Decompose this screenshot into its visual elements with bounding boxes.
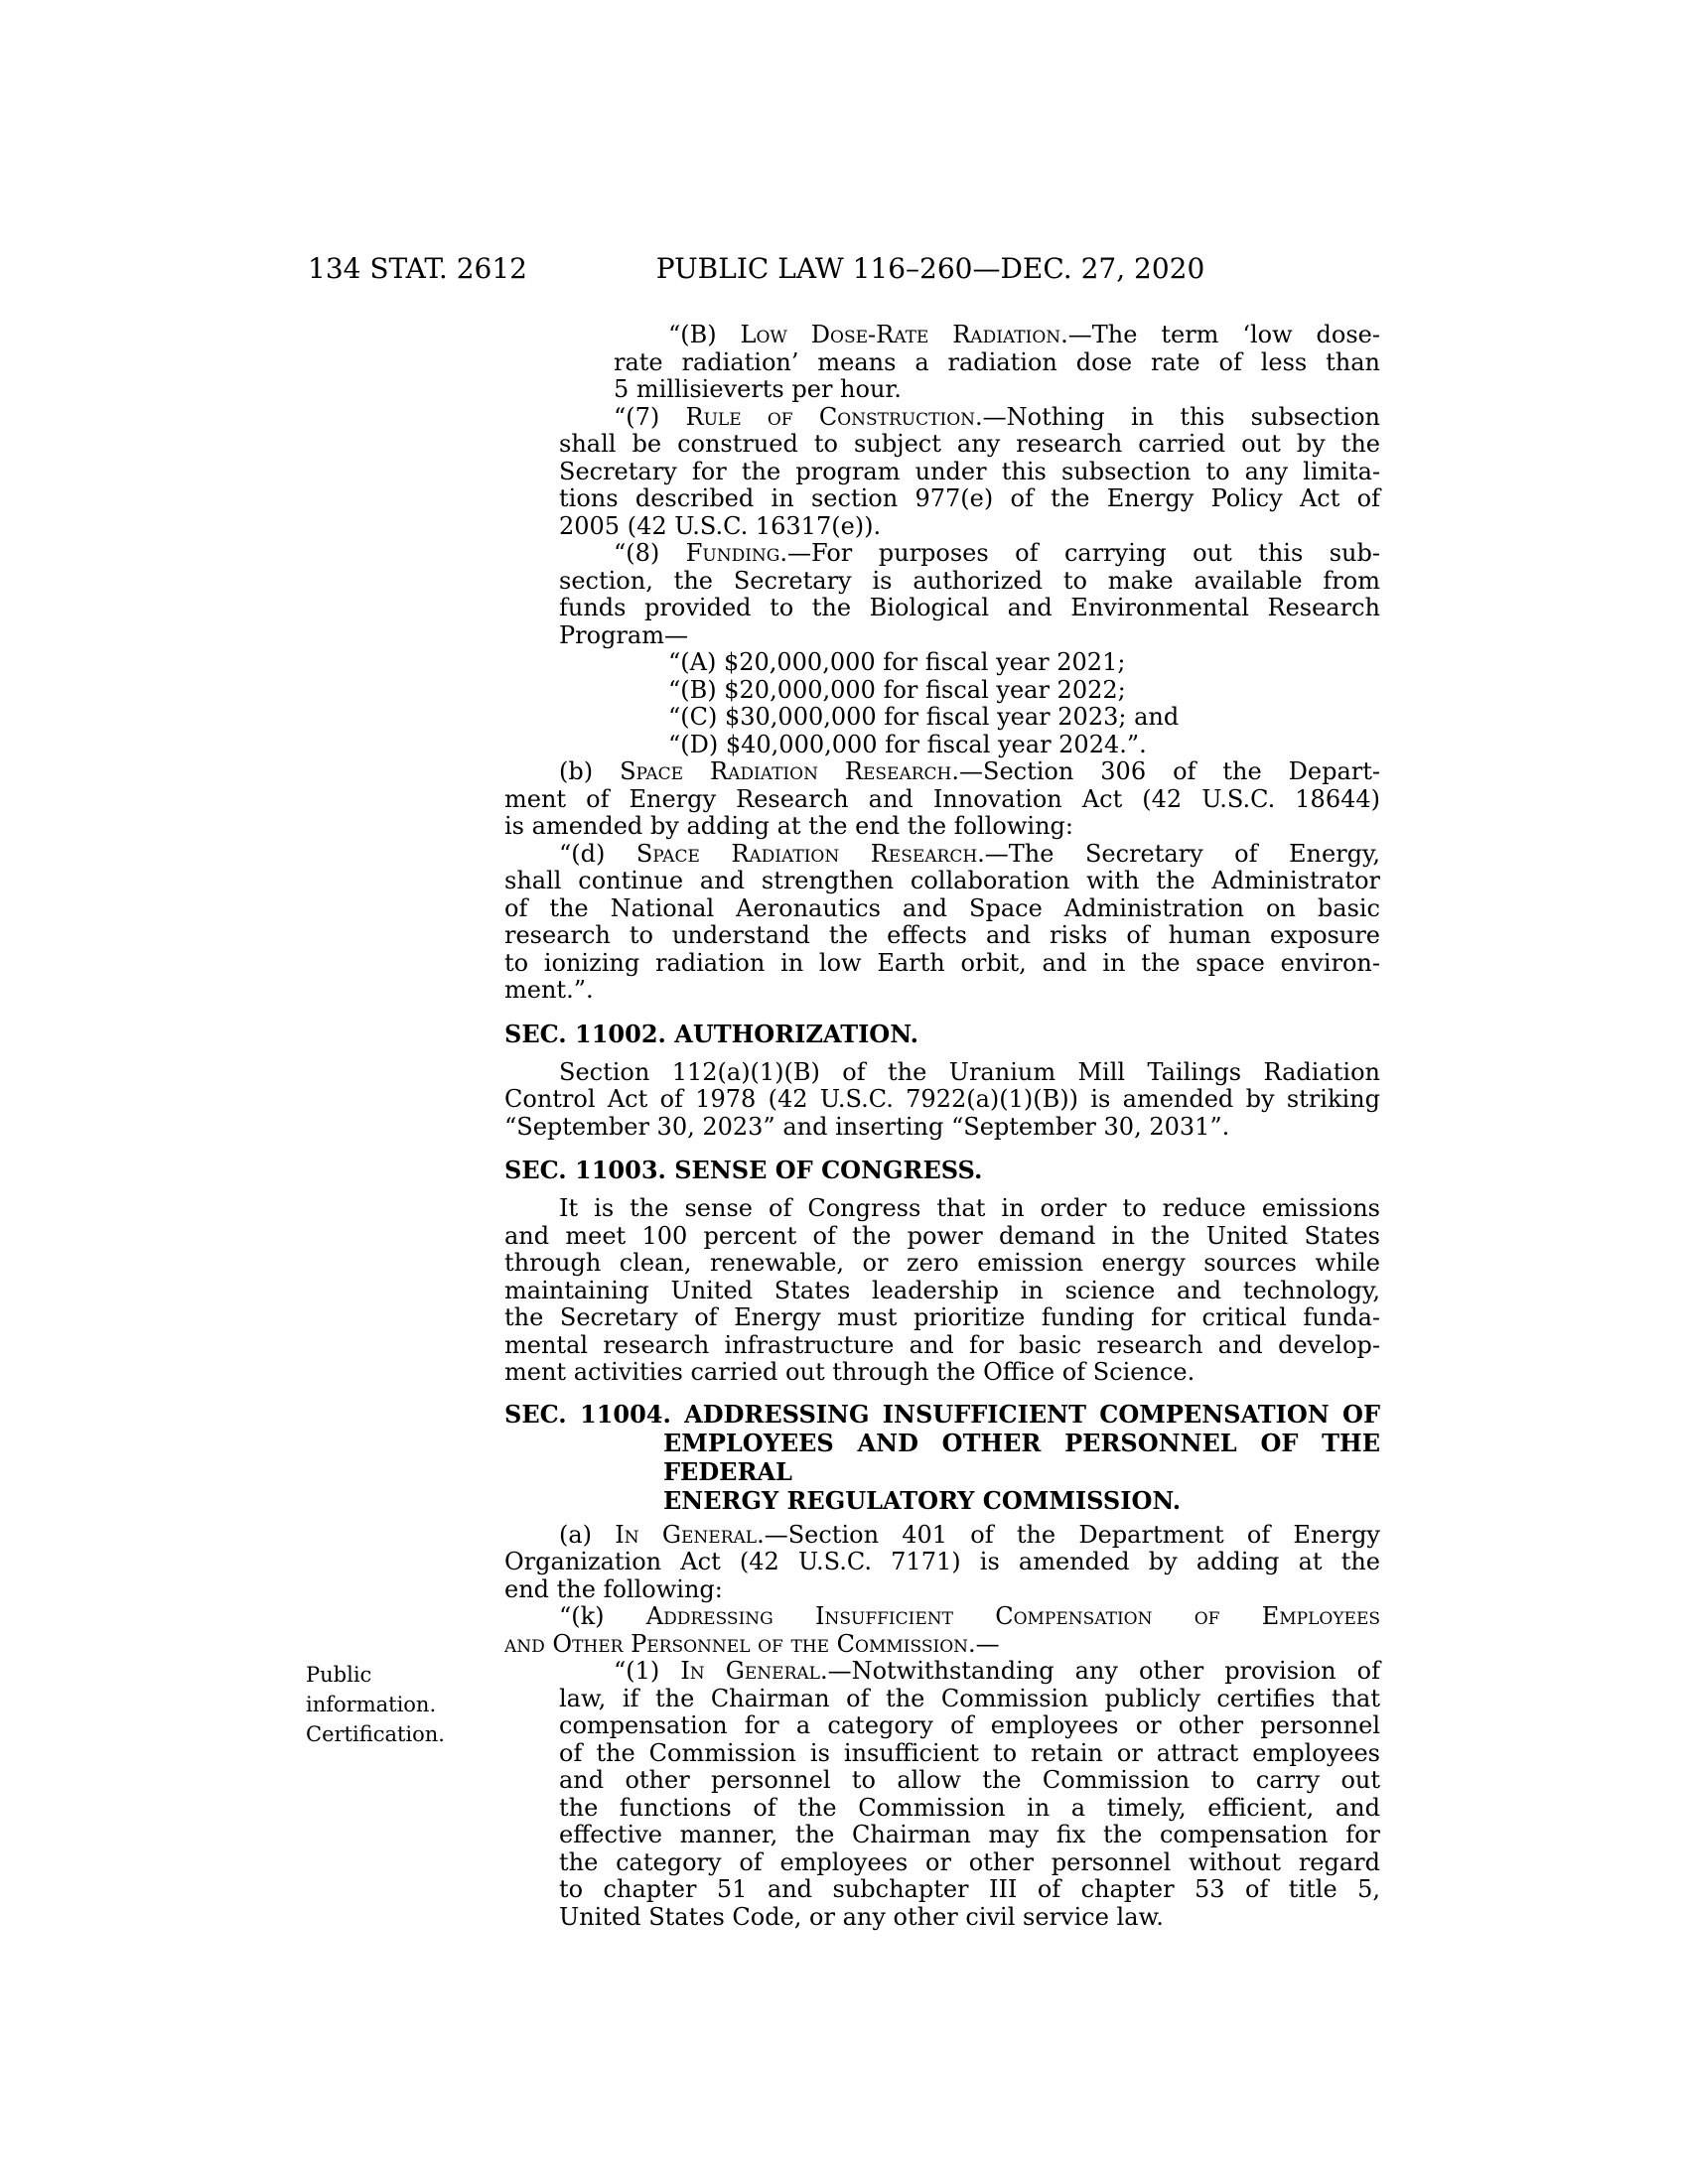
- small-caps-text: Space Radiation Research: [620, 757, 952, 785]
- law-title: PUBLIC LAW 116–260—DEC. 27, 2020: [655, 252, 1205, 285]
- text-line: “(A) $20,000,000 for fiscal year 2021;: [668, 648, 1126, 676]
- text-line: SEC. 11003. SENSE OF CONGRESS.: [504, 1156, 983, 1184]
- text-line: of the Commission is insufficient to retain or attract employees: [559, 1738, 1380, 1767]
- text-line: ENERGY REGULATORY COMMISSION.: [663, 1485, 1182, 1515]
- statute-paragraph: [504, 1522, 1380, 1604]
- text-line: SEC. 11004. ADDRESSING INSUFFICIENT COMPENSATION OF: [504, 1399, 1380, 1429]
- text-line: “(8) Funding.—For purposes of carrying out this sub-: [614, 539, 1380, 567]
- text-line: the Secretary of Energy must prioritize funding for critical funda-: [504, 1303, 1380, 1331]
- text-line: “(k) Addressing Insufficient Compensation of Employees: [559, 1602, 1380, 1630]
- text-line: section, the Secretary is authorized to make available from: [559, 566, 1380, 595]
- small-caps-text: Low Dose-Rate Radiation: [740, 321, 1061, 348]
- text-line: shall continue and strengthen collaboration with the Administrator: [504, 867, 1380, 894]
- text-line: mental research infrastructure and for basic research and develop-: [504, 1330, 1380, 1359]
- small-caps-text: In General: [615, 1520, 758, 1549]
- text-line: (b) Space Radiation Research.—Section 306 of the Depart-: [559, 757, 1380, 785]
- text-line: United States Code, or any other civil service law.: [559, 1902, 1164, 1931]
- statute-paragraph: [504, 1603, 1380, 1658]
- text-line: Secretary for the program under this subsection to any limita-: [559, 457, 1380, 485]
- text-line: law, if the Chairman of the Commission publicly certifies that: [559, 1684, 1380, 1712]
- text-line: research to understand the effects and risks of human exposure: [504, 921, 1380, 949]
- text-line: ment.”.: [504, 976, 594, 1004]
- text-line: funds provided to the Biological and Environmental Research: [559, 594, 1380, 621]
- statute-paragraph: [504, 841, 1380, 1005]
- statute-paragraph: [306, 1657, 1380, 1931]
- text-line: 5 millisieverts per hour.: [614, 375, 902, 403]
- small-caps-text: and Other Personnel of the Commission: [504, 1629, 969, 1658]
- text-line: Organization Act (42 U.S.C. 7171) is amended by adding at the: [504, 1548, 1380, 1575]
- margin-note-line: information.: [306, 1693, 437, 1716]
- text-line: and other personnel to allow the Commission to carry out: [559, 1766, 1380, 1794]
- text-line: ment activities carried out through the Office of Science.: [504, 1358, 1196, 1386]
- section-heading: [504, 1156, 1380, 1184]
- statute-paragraph: [504, 404, 1380, 541]
- text-line: “September 30, 2023” and inserting “September 30, 2031”.: [504, 1112, 1230, 1141]
- text-line: EMPLOYEES AND OTHER PERSONNEL OF THE FEDERAL: [663, 1428, 1380, 1486]
- text-line: shall be construed to subject any research carried out by the: [559, 430, 1380, 458]
- text-line: through clean, renewable, or zero emission energy sources while: [504, 1249, 1380, 1277]
- text-line: It is the sense of Congress that in order to reduce emissions: [559, 1194, 1380, 1222]
- text-line: tions described in section 977(e) of the Energy Policy Act of: [559, 484, 1380, 512]
- text-line: to ionizing radiation in low Earth orbit, and in the space environ-: [504, 948, 1380, 977]
- margin-note-line: Public: [306, 1663, 372, 1687]
- statute-paragraph: [504, 1059, 1380, 1142]
- text-line: “(7) Rule of Construction.—Nothing in this subsection: [614, 402, 1380, 431]
- statute-paragraph: [504, 758, 1380, 841]
- text-line: Control Act of 1978 (42 U.S.C. 7922(a)(1)(B)) is amended by striking: [504, 1085, 1380, 1113]
- statute-paragraph: [504, 1195, 1380, 1387]
- text-line: and meet 100 percent of the power demand in the United States: [504, 1221, 1380, 1250]
- text-line: is amended by adding at the end the following:: [504, 812, 1073, 840]
- text-line: “(1) In General.—Notwithstanding any other provision of: [614, 1657, 1380, 1685]
- text-line: of the National Aeronautics and Space Administration on basic: [504, 893, 1380, 922]
- text-line: end the following:: [504, 1574, 723, 1603]
- text-line: 2005 (42 U.S.C. 16317(e)).: [559, 511, 882, 540]
- text-line: and Other Personnel of the Commission.—: [504, 1629, 1000, 1658]
- text-line: Section 112(a)(1)(B) of the Uranium Mill Tailings Radiation: [559, 1057, 1380, 1086]
- text-line: SEC. 11002. AUTHORIZATION.: [504, 1019, 918, 1048]
- statute-paragraph: [504, 677, 1380, 705]
- text-line: “(D) $40,000,000 for fiscal year 2024.”.: [668, 730, 1147, 758]
- section-heading: [504, 1400, 1380, 1515]
- section-heading: [504, 1020, 1380, 1048]
- page-stat-number: 134 STAT. 2612: [308, 252, 527, 285]
- text-line: to chapter 51 and subchapter III of chapter 53 of title 5,: [559, 1875, 1380, 1903]
- small-caps-text: Space Radiation Research: [635, 839, 978, 868]
- statute-paragraph: [504, 732, 1380, 759]
- text-line: Program—: [559, 620, 688, 649]
- text-line: “(B) Low Dose-Rate Radiation.—The term ‘low dose-: [668, 321, 1380, 348]
- text-line: maintaining United States leadership in science and technology,: [504, 1276, 1380, 1304]
- statute-paragraph: [504, 649, 1380, 677]
- text-line: ment of Energy Research and Innovation Act (42 U.S.C. 18644): [504, 784, 1380, 813]
- small-caps-text: Addressing Insufficient Compensation of Employees: [645, 1602, 1380, 1630]
- text-line: “(B) $20,000,000 for fiscal year 2022;: [668, 675, 1126, 704]
- text-line: rate radiation’ means a radiation dose rate of less than: [614, 347, 1380, 376]
- text-line: “(C) $30,000,000 for fiscal year 2023; and: [668, 703, 1180, 731]
- text-line: the category of employees or other personnel without regard: [559, 1847, 1380, 1876]
- small-caps-text: Rule of Construction: [685, 402, 976, 431]
- text-line: effective manner, the Chairman may fix the compensation for: [559, 1821, 1380, 1848]
- statute-paragraph: [504, 322, 1380, 404]
- statute-body: [306, 321, 1380, 1931]
- text-line: “(d) Space Radiation Research.—The Secretary of Energy,: [559, 839, 1380, 868]
- statute-paragraph: [504, 704, 1380, 732]
- text-line: compensation for a category of employees or other personnel: [559, 1711, 1380, 1739]
- text-line: the functions of the Commission in a timely, efficient, and: [559, 1793, 1380, 1822]
- margin-note: [306, 1660, 485, 1749]
- small-caps-text: Funding: [685, 539, 780, 567]
- statute-paragraph: [504, 540, 1380, 649]
- small-caps-text: In General: [680, 1657, 820, 1685]
- text-line: (a) In General.—Section 401 of the Department of Energy: [559, 1520, 1380, 1549]
- margin-note-line: Certification.: [306, 1722, 445, 1746]
